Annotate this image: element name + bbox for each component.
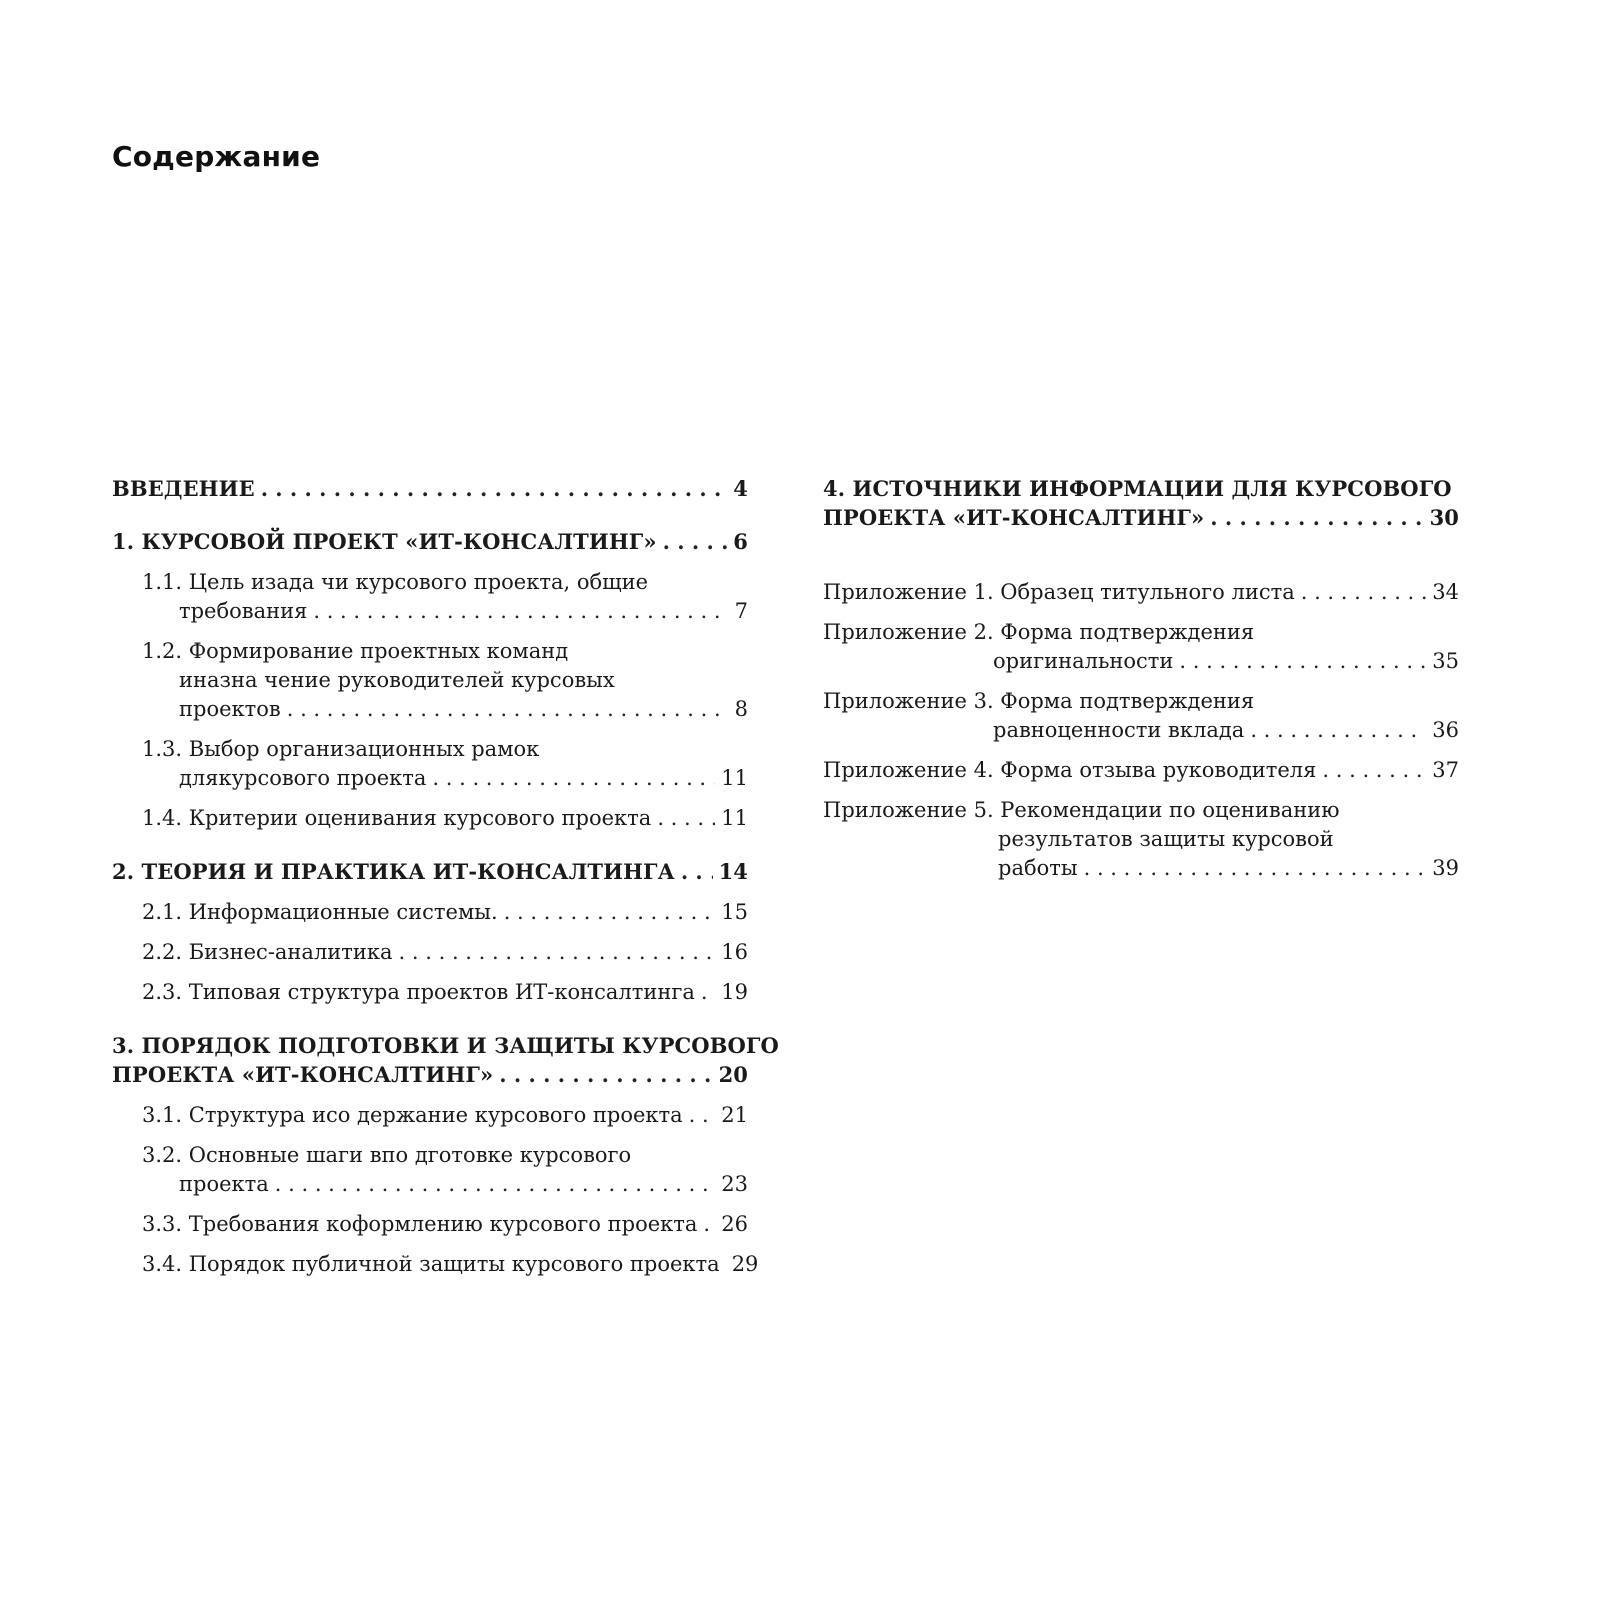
toc-entry-text: Приложение 4. Форма отзыва руководителя xyxy=(823,758,1317,782)
toc-leader-dots xyxy=(432,764,715,793)
toc-entry-text: 1.3. Выбор организационных рамок xyxy=(142,737,540,761)
toc-leader-dots xyxy=(657,804,715,833)
toc-entry-line xyxy=(823,474,1459,503)
toc-entry-line xyxy=(142,898,748,927)
toc-leader-dots xyxy=(1210,503,1423,532)
toc-leader-dots xyxy=(689,1101,716,1130)
toc-page-number: 16 xyxy=(721,940,748,964)
toc-entry-line xyxy=(142,1210,748,1239)
toc-leader-dots xyxy=(399,938,716,967)
toc-entry[interactable] xyxy=(112,474,748,503)
toc-entry[interactable] xyxy=(112,804,748,833)
toc-page-number: 36 xyxy=(1432,718,1459,742)
toc-leader-dots xyxy=(287,695,729,724)
toc-leader-dots xyxy=(313,597,728,626)
toc-page-number: 7 xyxy=(734,599,748,623)
toc-page-number: 4 xyxy=(733,476,748,501)
toc-leader-dots xyxy=(504,898,716,927)
toc-page-number: 14 xyxy=(718,859,748,884)
toc-leader-dots xyxy=(1301,578,1427,607)
toc-entry-line xyxy=(823,756,1459,785)
toc-leader-dots xyxy=(681,857,713,886)
toc-page-number: 23 xyxy=(721,1172,748,1196)
toc-entry-text: 1.2. Формирование проектных команд xyxy=(142,639,569,663)
toc-entry-text: длякурсового проекта xyxy=(179,766,427,790)
toc-leader-dots xyxy=(703,1210,715,1239)
toc-leader-dots xyxy=(663,527,728,556)
toc-entry-line xyxy=(142,666,748,695)
toc-entry[interactable] xyxy=(112,938,748,967)
toc-page-number: 29 xyxy=(731,1252,759,1276)
toc-entry[interactable] xyxy=(112,527,748,556)
toc-entry[interactable] xyxy=(823,796,1459,883)
toc-entry-text: оригинальности xyxy=(993,649,1174,673)
toc-entry-text: работы xyxy=(998,856,1078,880)
toc-leader-dots xyxy=(261,474,728,503)
toc-page-number: 26 xyxy=(721,1212,748,1236)
toc-page-number: 34 xyxy=(1432,580,1459,604)
toc-entry-line xyxy=(142,735,748,764)
toc-entry-text: 2.1. Информационные системы. xyxy=(142,900,498,924)
toc-leader-dots xyxy=(1250,716,1426,745)
toc-entry[interactable] xyxy=(112,1141,748,1199)
toc-entry-text: 1. КУРСОВОЙ ПРОЕКТ «ИТ-КОНСАЛТИНГ» xyxy=(112,529,657,554)
toc-entry[interactable] xyxy=(112,568,748,626)
page-title: Содержание xyxy=(112,140,321,173)
toc-entry[interactable] xyxy=(823,618,1459,676)
toc-entry-line xyxy=(823,578,1459,607)
toc-entry-text: 4. ИСТОЧНИКИ ИНФОРМАЦИИ ДЛЯ КУРСОВОГО xyxy=(823,476,1452,501)
toc-entry-text: Приложение 3. Форма подтверждения xyxy=(823,689,1255,713)
toc-entry-line xyxy=(823,716,1459,745)
toc-entry-line xyxy=(142,978,748,1007)
toc-entry-text: 1.4. Критерии оценивания курсового проекта xyxy=(142,806,652,830)
toc-entry-line xyxy=(823,687,1459,716)
toc-page-number: 37 xyxy=(1432,758,1459,782)
toc-entry-line xyxy=(142,938,748,967)
toc-entry-line xyxy=(823,796,1459,825)
toc-entry-line xyxy=(112,474,748,503)
toc-entry-line xyxy=(823,647,1459,676)
toc-entry-line xyxy=(142,637,748,666)
toc-entry-line xyxy=(823,825,1459,854)
toc-entry[interactable] xyxy=(112,735,748,793)
toc-entry-text: 3.2. Основные шаги впо дготовке курсового xyxy=(142,1143,632,1167)
toc-entry-line xyxy=(112,527,748,556)
toc-entry-text: 2.2. Бизнес-аналитика xyxy=(142,940,393,964)
toc-page-number: 39 xyxy=(1432,856,1459,880)
toc-entry-text: проекта xyxy=(179,1172,269,1196)
toc-entry[interactable] xyxy=(112,1031,779,1089)
toc-entry-text: проектов xyxy=(179,697,281,721)
toc-right-column xyxy=(823,474,1459,883)
toc-entry-line xyxy=(142,695,748,724)
toc-entry-line xyxy=(142,804,748,833)
toc-entry-text: ПРОЕКТА «ИТ-КОНСАЛТИНГ» xyxy=(823,505,1205,530)
toc-entry-text: 2. ТЕОРИЯ И ПРАКТИКА ИТ-КОНСАЛТИНГА xyxy=(112,859,675,884)
toc-page-number: 21 xyxy=(721,1103,748,1127)
toc-entry-line xyxy=(142,1250,759,1279)
toc-page-number: 35 xyxy=(1432,649,1459,673)
toc-entry[interactable] xyxy=(112,637,748,724)
toc-leader-dots xyxy=(1084,854,1427,883)
toc-entry[interactable] xyxy=(112,1210,748,1239)
toc-entry-text: ПРОЕКТА «ИТ-КОНСАЛТИНГ» xyxy=(112,1062,494,1087)
toc-entry-text: 3.3. Требования коформлению курсового проекта xyxy=(142,1212,698,1236)
toc-leader-dots xyxy=(701,978,715,1007)
toc-entry-line xyxy=(112,1060,748,1089)
toc-leader-dots xyxy=(275,1170,715,1199)
toc-entry-line xyxy=(142,568,748,597)
toc-entry-text: Приложение 1. Образец титульного листа xyxy=(823,580,1295,604)
toc-entry-text: равноценности вклада xyxy=(993,718,1245,742)
toc-entry-text: Приложение 5. Рекомендации по оцениванию xyxy=(823,798,1340,822)
toc-entry-text: 3.4. Порядок публичной защиты курсового проекта xyxy=(142,1252,720,1276)
toc-entry-line xyxy=(823,854,1459,883)
toc-entry-line xyxy=(142,1141,748,1170)
toc-leader-dots xyxy=(1179,647,1426,676)
toc-entry-text: Приложение 2. Форма подтверждения xyxy=(823,620,1255,644)
toc-entry-line xyxy=(142,764,748,793)
toc-entry-line xyxy=(142,597,748,626)
toc-entry[interactable] xyxy=(112,898,748,927)
toc-entry[interactable] xyxy=(112,1101,748,1130)
toc-entry[interactable] xyxy=(823,756,1459,785)
toc-leader-dots xyxy=(499,1060,712,1089)
toc-left-column xyxy=(112,474,779,1279)
toc-entry[interactable] xyxy=(823,578,1459,607)
toc-page-number: 11 xyxy=(721,806,748,830)
toc-page-number: 6 xyxy=(733,529,748,554)
toc-entry[interactable] xyxy=(112,857,748,886)
toc-entry-line xyxy=(112,1031,779,1060)
toc-entry[interactable] xyxy=(823,474,1459,532)
toc-entry[interactable] xyxy=(823,687,1459,745)
toc-leader-dots xyxy=(1322,756,1426,785)
toc-entry-text: 2.3. Типовая структура проектов ИТ-консалтинга xyxy=(142,980,695,1004)
toc-entry-line xyxy=(112,857,748,886)
toc-entry-text: результатов защиты курсовой xyxy=(998,827,1334,851)
toc-entry-text: 3. ПОРЯДОК ПОДГОТОВКИ И ЗАЩИТЫ КУРСОВОГО xyxy=(112,1033,779,1058)
toc-entry-text: ВВЕДЕНИЕ xyxy=(112,476,255,501)
toc-entry-text: 1.1. Цель изада чи курсового проекта, общие xyxy=(142,570,649,594)
toc-entry-text: 3.1. Структура исо держание курсового проекта xyxy=(142,1103,683,1127)
toc-page-number: 11 xyxy=(721,766,748,790)
toc-page-number: 8 xyxy=(734,697,748,721)
toc-page-number: 30 xyxy=(1429,505,1459,530)
toc-entry-line xyxy=(142,1170,748,1199)
toc-entry-text: иназна чение руководителей курсовых xyxy=(179,668,615,692)
toc-entry-line xyxy=(142,1101,748,1130)
toc-page-number: 20 xyxy=(718,1062,748,1087)
toc-entry-line xyxy=(823,503,1459,532)
toc-entry[interactable] xyxy=(112,1250,759,1279)
toc-entry[interactable] xyxy=(112,978,748,1007)
toc-entry-line xyxy=(823,618,1459,647)
toc-page-number: 19 xyxy=(721,980,748,1004)
toc-entry-text: требования xyxy=(179,599,308,623)
toc-page-number: 15 xyxy=(721,900,748,924)
